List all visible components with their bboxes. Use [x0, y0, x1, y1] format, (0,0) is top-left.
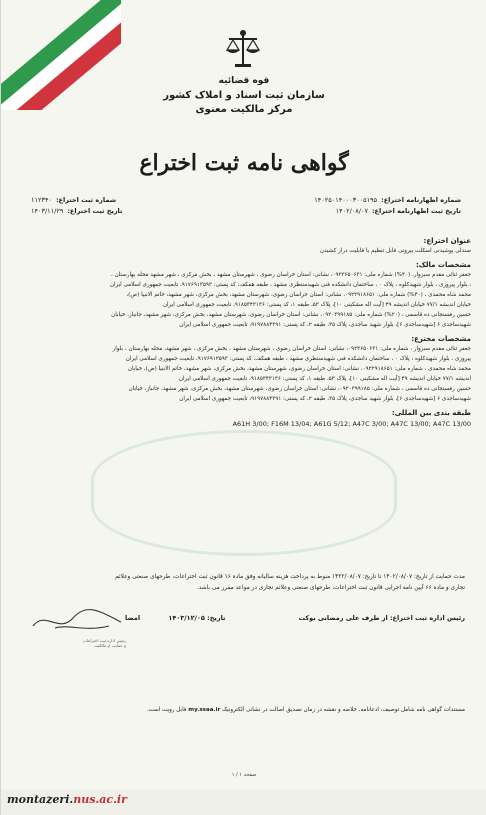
protection-line-2: تجاری و ماده ۶۶ آیین نامه اجرایی قانون ثبت اختراعات، طرحهای صنعتی وعلائم تجاری در مواعد مقرر می باشد. — [196, 585, 465, 591]
judiciary-label: قوه قضائیه — [218, 76, 270, 86]
watermark-prefix: montazeri. — [7, 793, 74, 806]
inventor-line: محمد شاه محمدی ، شماره ملی: ۰۹۲۲۹۱۸۶۵۱، نشانی: استان خراسان رضوی، شهرستان مشهد، بخش مرکزی، شهر مشهد، خاتم الانبیا (ص)، خیابان — [127, 366, 471, 372]
stamp-line-2: و حمایت از مالکیت — [94, 643, 126, 648]
certificate-title: گواهی نامه ثبت اختراع — [139, 150, 349, 176]
site-watermark — [7, 793, 127, 806]
office-head — [298, 614, 465, 622]
certificate-body — [19, 232, 471, 429]
invention-heading: عنوان اختراع: — [423, 237, 471, 245]
office-head-name: از طرف علی رمضانی بوکت — [298, 614, 388, 622]
watermark-accent: nus.ac.ir — [73, 793, 127, 806]
page-number: صفحه ۱ / ۱ — [231, 772, 257, 778]
inventor-line: پیروزی ، بلوار شهیدکلوه ، پلاک ۰ ، ساختمان دانشکده فنی شهیدمنتظری مشهد ، طبقه همکف، کد پستی: ۹۱۷۶۹۱۳۵۹۳، تابعیت جمهوری اسلامی ایران — [125, 356, 471, 362]
inventor-line: جعفر ثنائی مقدم سبزوار ، شماره ملی: ۰۹۲۳۶۵۰۶۳۱، نشانی: استان خراسان رضوی ، شهرستان مشهد ، بخش مرکزی ، شهر مشهد، محله بهارستان ، بلوار — [112, 346, 471, 352]
owner-line: محمد شاه محمدی ، (۴۰%) شماره ملی: ۰۹۲۲۹۱۸۶۵۱، نشانی: استان خراسان رضوی، شهرستان مشهد، بخش مرکزی، شهر مشهد، خاتم الانبیا (ص)، — [126, 292, 471, 298]
registration-meta — [31, 196, 461, 218]
verification-site: my.ssaa.ir — [188, 707, 221, 713]
owner-line: شهیدساجدی ۶ [شهیدساجدی ۶]، بلوار شهید ساجدی، پلاک ۳۵، طبقه ۲، کد پستی: ۹۱۹۷۸۸۴۳۹۱، تابعیت جمهوری اسلامی ایران — [179, 322, 471, 328]
scales-emblem-icon — [223, 28, 263, 72]
owner-line: خیابان اندیشه ۷۷/۱ خیابان اندیشه ۴۹ [آیت اله مشکینی ۱۰]، پلاک ۵۳، طبقه ۱، کد پستی: ۹۱۸۵۳۴۳۱۳۶، تابعیت جمهوری اسلامی ایران — [162, 302, 471, 308]
sign-date-value: ۱۴۰۳/۱۲/۰۵ — [168, 614, 205, 622]
inventor-line: حسین رفسنجانی ده قاسمی ، شماره ملی: ۰۹۲۰۳۹۹۱۸۵، نشانی: استان خراسان رضوی، شهرستان مشهد، بخش مرکزی، شهر مشهد، جانباز، خیابان — [128, 386, 471, 392]
owners-heading: مشخصات مالک: — [415, 261, 471, 269]
inventor-line: شهیدساجدی ۶ [شهیدساجدی ۶]، بلوار شهید ساجدی، پلاک ۳۵، طبقه ۲، کد پستی: ۹۱۹۷۸۸۴۳۹۱، تابعیت جمهوری اسلامی ایران — [179, 396, 471, 402]
stamp-line-1: رئیس اداره ثبت اختراعات — [83, 638, 126, 643]
inventors-heading: مشخصات مخترع: — [411, 335, 471, 343]
declaration-no-label: شماره اظهارنامه اختراع: — [381, 196, 461, 204]
office-head-label: رئیس اداره ثبت اختراع: — [389, 614, 465, 622]
registration-no-label: شماره ثبت اختراع: — [55, 196, 117, 204]
center-name: مرکز مالکیت معنوی — [195, 104, 293, 115]
notice-text-end: قابل رویت است. — [146, 707, 187, 713]
sign-label: امضا — [125, 614, 141, 622]
registration-date: ۱۴۰۳/۱۱/۲۹ — [31, 207, 64, 215]
owner-line: ، بلوار پیروزی ، بلوار شهیدکلوه ، پلاک ۰ ، ساختمان دانشکده فنی شهیدمنتظری مشهد ، طبقه همکف، کد پستی: ۹۱۷۶۹۱۳۵۹۳، تابعیت جمهوری اسلامی ایران — [109, 282, 471, 288]
footer-bar — [1, 790, 486, 815]
notice-text-start: مستندات گواهی نامه شامل توصیف، ادعانامه، خلاصه و نقشه در زمان تصدیق اصالت در نشانی الکترونیک — [222, 707, 465, 713]
declaration-date: ۱۴۰۲/۰۸/۰۷ — [335, 207, 368, 215]
owner-line: جعفر ثنائی مقدم سبزوار، (۴۰%) شماره ملی: ۰۹۲۳۶۵۰۶۳۱، نشانی: استان خراسان رضوی ، شهرستان مشهد ، بخش مرکزی ، شهر مشهد محله بهارستان ، — [110, 272, 471, 278]
invention-title: صندلی پوشیدنی اسکلت بیرونی قابل تنظیم با قابلیت دراز کشیدن — [319, 248, 471, 254]
inventor-line: اندیشه ۷۷/۱ خیابان اندیشه ۴۹ [آیت اله مشکینی ۱۰]، پلاک ۵۳، طبقه ۱، کد پستی: ۹۱۸۵۳۴۳۱۳۶، تابعیت جمهوری اسلامی ایران — [178, 376, 471, 382]
owner-line: حسین رفسنجانی ده قاسمی ، (۲۰%) شماره ملی: ۰۹۲۰۳۹۹۱۸۵، نشانی: استان خراسان رضوی، شهرستان مشهد، بخش مرکزی، شهر مشهد، جانباز، خیابان — [111, 312, 471, 318]
protection-line-1: مدت حمایت از تاریخ: ۱۴۰۲/۰۸/۰۷ تا تاریخ: ۱۴۲۲/۰۸/۰۷ منوط به پرداخت هزینه سالیانه وفق ماده ۱۶ قانون ثبت اختراعات، طرحهای صنعتی وعلائم — [115, 574, 465, 580]
registration-date-label: تاریخ ثبت اختراع: — [67, 207, 123, 215]
protection-period — [25, 572, 465, 594]
signature-stamp — [25, 604, 175, 646]
classification-codes: A61H 3/00; F16M 13/04; A61G 5/12; A47C 3/00; A47C 13/00; A47C 13/00 — [232, 420, 471, 428]
declaration-no: ۱۴۰۲۵۰۱۴۰۰۰۳۰۰۵۱۹۵ — [314, 196, 378, 204]
sign-date-label: تاریخ: — [207, 614, 226, 622]
background-watermark-emblem — [91, 430, 397, 556]
registration-no: ۱۱۲۳۴۰ — [31, 196, 52, 204]
handwritten-signature-icon — [25, 604, 135, 640]
organization-name: سازمان ثبت اسناد و املاک کشور — [163, 90, 325, 101]
stamp-text — [83, 638, 126, 648]
declaration-date-label: تاریخ ثبت اظهارنامه اختراع: — [371, 207, 461, 215]
classification-heading: طبقه بندی بین المللی: — [391, 409, 471, 417]
verification-notice — [25, 706, 465, 715]
